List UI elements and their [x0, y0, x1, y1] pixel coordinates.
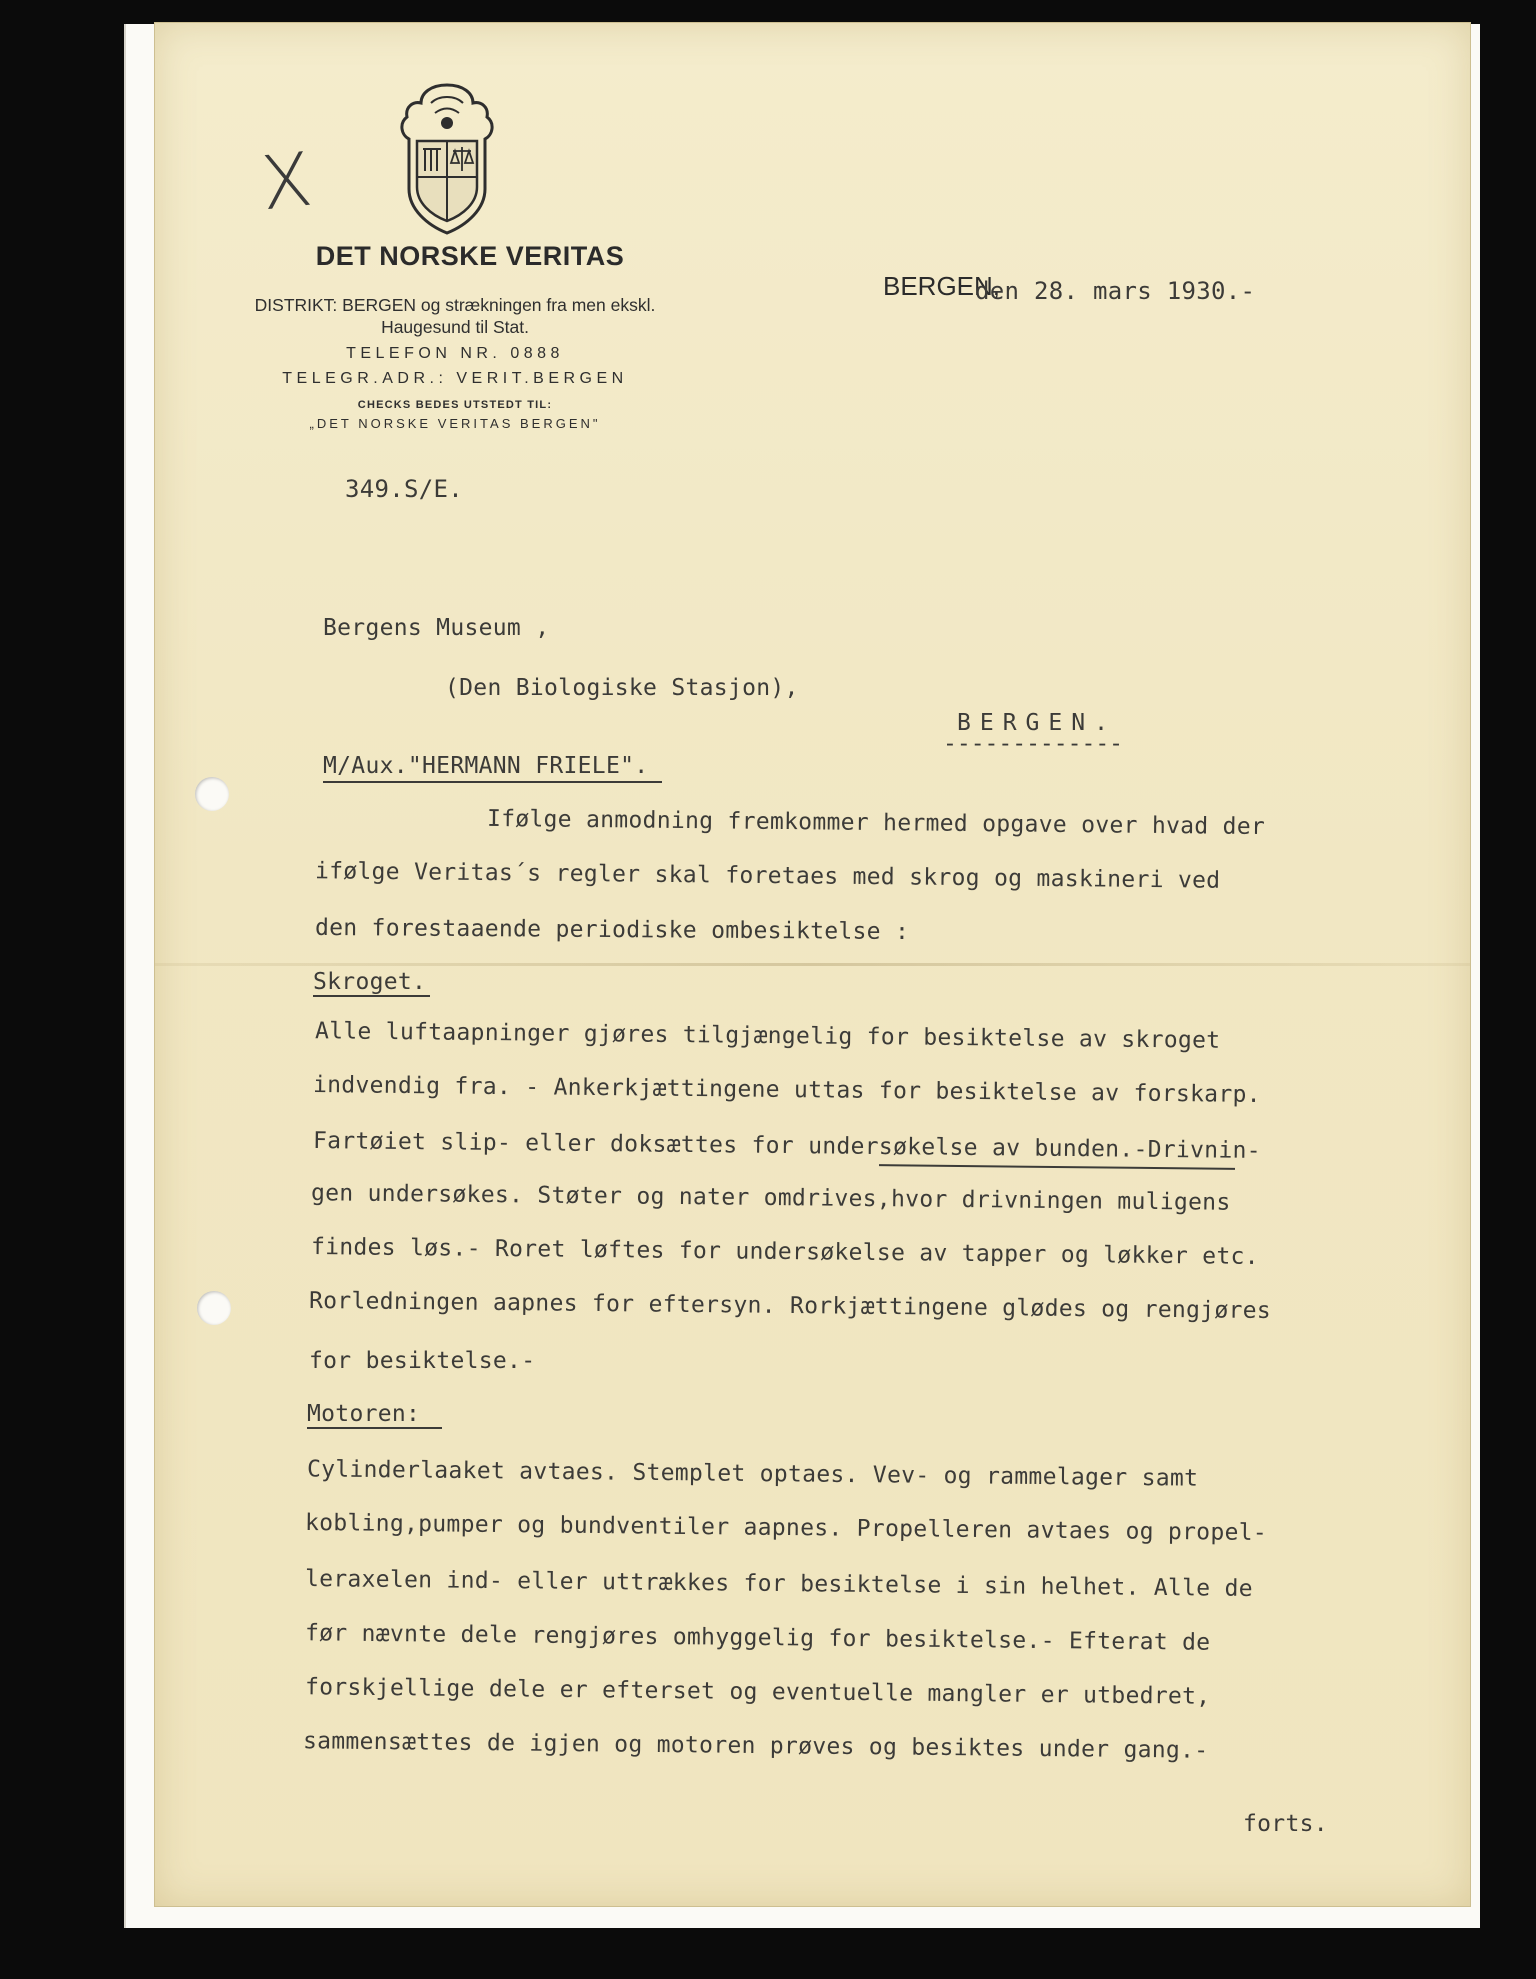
date-city: BERGEN,	[883, 271, 1001, 301]
hull-line: for besiktelse.-	[309, 1348, 536, 1374]
motor-line: Cylinderlaaket avtaes. Stemplet optaes. Vev- og rammelager samt	[306, 1456, 1199, 1492]
checks-line-2: „DET NORSKE VERITAS BERGEN"	[309, 416, 601, 431]
telegraph-address: TELEGR.ADR.: VERIT.BERGEN	[282, 370, 628, 387]
intro-line: Ifølge anmodning fremkommer hermed opgave over hvad der	[486, 805, 1266, 841]
handwritten-x-mark: X	[256, 136, 317, 228]
district-line-1: DISTRIKT: BERGEN og strækningen fra men ekskl.	[254, 295, 656, 315]
recipient-city: BERGEN.	[957, 710, 1117, 736]
recipient-line-2: (Den Biologiske Stasjon),	[445, 675, 799, 701]
intro-line: den forestaaende periodiske ombesiktelse :	[314, 914, 910, 946]
motor-line: sammensættes de igjen og motoren prøves og besiktes under gang.-	[302, 1728, 1209, 1764]
heading-skroget: Skroget.	[313, 969, 430, 997]
motor-line: forskjellige dele er efterset og eventuelle mangler er utbedret,	[304, 1674, 1211, 1710]
hull-line: Rorledningen aapnes for eftersyn. Rorkjættingene glødes og rengjøres	[308, 1287, 1272, 1325]
hull-line: Fartøiet slip- eller doksættes for undersøkelse av bunden.-Drivnin-	[312, 1128, 1261, 1164]
reference-number: 349.S/E.	[345, 475, 463, 503]
underline-mark	[879, 1164, 1235, 1170]
subject-line: M/Aux."HERMANN FRIELE".	[323, 753, 662, 783]
district-line-2: Haugesund til Stat.	[381, 317, 529, 337]
hull-line: findes løs.- Roret løftes for undersøkelse av tapper og løkker etc.	[310, 1234, 1259, 1270]
motor-line: kobling,pumper og bundventiler aapnes. Propelleren avtaes og propel-	[304, 1509, 1268, 1547]
continuation-note: forts.	[1243, 1811, 1328, 1837]
punch-hole	[195, 777, 229, 811]
intro-line: ifølge Veritas´s regler skal foretaes med skrog og maskineri ved	[314, 858, 1221, 894]
punch-hole	[197, 1291, 231, 1325]
crest-logo-icon	[391, 79, 503, 239]
recipient-city-rule: -------------	[943, 731, 1124, 757]
motor-line: leraxelen ind- eller uttrækkes for besiktelse i sin helhet. Alle de	[304, 1566, 1253, 1602]
hull-line: Alle luftaapninger gjøres tilgjængelig for besiktelse av skroget	[314, 1018, 1221, 1054]
checks-line-1: CHECKS BEDES UTSTEDT TIL:	[357, 399, 553, 411]
letter-page	[154, 22, 1471, 1907]
fold-line	[155, 963, 1470, 966]
telephone-line: TELEFON NR. 0888	[346, 345, 564, 362]
company-name: DET NORSKE VERITAS	[315, 241, 625, 271]
motor-line: før nævnte dele rengjøres omhyggelig for besiktelse.- Efterat de	[304, 1620, 1211, 1656]
hull-line: indvendig fra. - Ankerkjættingene uttas for besiktelse av forskarp.	[312, 1072, 1261, 1108]
hull-line: gen undersøkes. Støter og nater omdrives,hvor drivningen muligens	[310, 1180, 1231, 1216]
recipient-line-1: Bergens Museum ,	[323, 615, 550, 641]
heading-motoren: Motoren:	[307, 1401, 442, 1429]
letter-date: den 28. mars 1930.-	[975, 277, 1256, 305]
